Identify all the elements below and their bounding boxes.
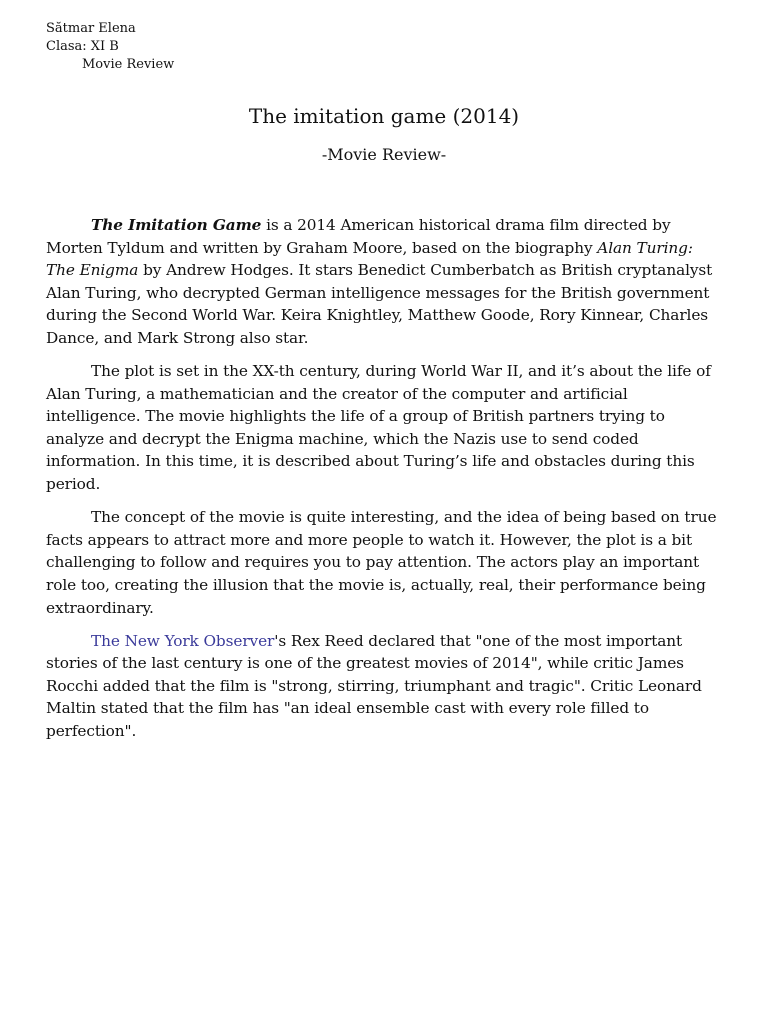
author-name: Sătmar Elena <box>46 21 136 36</box>
paragraph-reception <box>46 630 722 743</box>
book-title: Alan Turing: The Enigma <box>46 238 693 280</box>
publication-link[interactable]: The New York Observer <box>91 631 275 650</box>
reception-text: 's Rex Reed declared that "one of the most important stories of the last century is one of the greatest movies of 2014", while critic James Rocchi added that the film is "strong, stirring, triumphant and tragic". Critic Leonard Maltin stated that the film has "an ideal ensemble cast with every role filled to perfection". <box>46 631 702 740</box>
document-header <box>46 20 174 74</box>
film-title: The Imitation Game <box>91 216 262 234</box>
intro-text-part1: is a 2014 American historical drama film directed by Morten Tyldum and written by Graham Moore, based on the biography <box>46 216 671 257</box>
class-label: Clasa: XI B <box>46 39 119 54</box>
paragraph-opinion: The concept of the movie is quite interesting, and the idea of being based on true facts appears to attract more and more people to watch it. However, the plot is a bit challenging to follow and requires you to pay attention. The actors play an important role too, creating the illusion that the movie is, actually, real, their performance being extraordinary. <box>46 508 717 617</box>
document-type: Movie Review <box>82 57 175 72</box>
paragraph-intro <box>46 214 722 350</box>
page-subtitle: -Movie Review- <box>321 145 447 164</box>
intro-text-part2: by Andrew Hodges. It stars Benedict Cumberbatch as British cryptanalyst Alan Turing, who decrypted German intelligence messages for the British government during the Second World War. Keira Knightley, Matthew Goode, Rory Kinnear, Charles Dance, and Mark Strong also star. <box>46 261 713 347</box>
paragraph-plot: The plot is set in the XX-th century, during World War II, and it’s about the life of Alan Turing, a mathematician and the creator of the computer and artificial intelligence. The movie highlights the life of a group of British partners trying to analyze and decrypt the Enigma machine, which the Nazis use to send coded information. In this time, it is described about Turing’s life and obstacles during this period. <box>46 362 711 494</box>
page-title: The imitation game (2014) <box>248 104 520 128</box>
review-body <box>46 214 722 753</box>
